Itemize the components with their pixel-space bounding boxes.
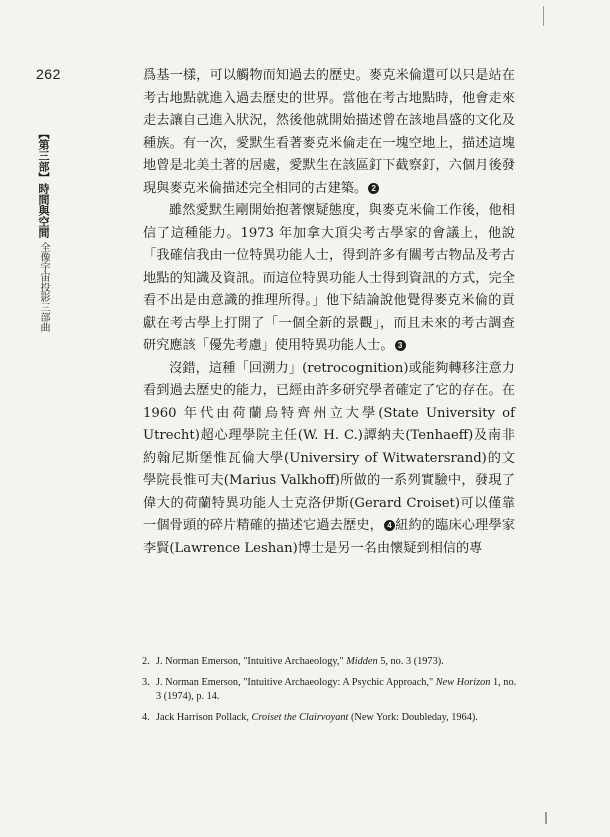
endnote-marker-4: 4	[384, 520, 395, 531]
footnote-number: 3.	[142, 676, 150, 688]
footnote-title: New Horizon	[435, 676, 491, 688]
footnotes	[142, 655, 520, 731]
paragraph-3	[143, 358, 515, 561]
footnote-4	[142, 711, 520, 726]
paragraph-1	[143, 65, 515, 200]
body-text	[143, 65, 515, 560]
endnote-marker-3: 3	[395, 340, 406, 351]
paragraph-text: 沒錯，這種「回溯力」(retrocognition)或能夠轉移注意力看到過去歷史的能力，已經由許多研究學者確定了它的存在。在 1960 年代由荷蘭烏特齊州立大學(State University of Utrecht)超心理學院主任(W. H. C.)譚納夫(Tenhaeff)及南非約翰尼斯堡惟瓦倫大學(Universiry of Witwatersrand)的文學院長惟可夫(Marius Valkhoff)所做的一系列實驗中，發現了偉大的荷蘭特異功能人士克洛伊斯(Gerard Croiset)可以僅靠一個骨頭的碎片精確的描述它過去歷史，	[143, 360, 515, 533]
footnote-number: 2.	[142, 656, 150, 667]
paragraph-text-continued: 紐約的臨床心理學家李賢(Lawrence Leshan)博士是另一名由懷疑到相信的專	[143, 518, 515, 556]
footnote-text: (New York: Doubleday, 1964).	[348, 711, 478, 723]
footnote-text: 1, no. 3 (1974), p. 14.	[156, 676, 517, 702]
paragraph-text: 爲基一樣，可以觸物而知過去的歷史。麥克米倫還可以只是站在考古地點就進入過去歷史的世界。當他在考古地點時，他會走來走去讓自己進入狀況，然後他就開始描述曾在該地昌盛的文化及種族。有一次，愛默生看著麥克米倫走在一塊空地上，描述這塊地曾是北美土著的居處，愛默生在該區釘下截察釘，六個月後發現與麥克米倫描述完全相同的古建築。	[143, 68, 515, 196]
paragraph-text: 雖然愛默生剛開始抱著懷疑態度，與麥克米倫工作後，他相信了這種能力。1973 年加拿大頂尖考古學家的會議上，他說「我確信我由一位特異功能人士，得到許多有關考古物品及考古地點的知識及資訊。而這位特異功能人士得到資訊的方式，完全看不出是由意識的推理所得。」他下結論說他覺得麥克米倫的貢獻在考古學上打開了「一個全新的景觀」，而且未來的考古調查研究應該「優先考慮」使用特異功能人士。	[143, 203, 515, 353]
scan-artifact-bottom	[545, 812, 547, 824]
paragraph-2	[143, 200, 515, 358]
running-head-series: 全像宇宙投影三部曲	[38, 242, 49, 332]
footnote-text: Jack Harrison Pollack,	[156, 711, 252, 723]
running-head	[36, 128, 50, 332]
footnote-text: J. Norman Emerson, "Intuitive Archaeology: A Psychic Approach,"	[156, 676, 436, 688]
running-head-part: 【第三部】時間與空間	[37, 128, 50, 238]
footnote-3	[142, 676, 520, 705]
footnote-2	[142, 655, 520, 670]
footnote-number: 4.	[142, 711, 150, 723]
scan-artifact-top	[543, 6, 544, 26]
footnote-title: Midden	[346, 656, 378, 667]
footnote-title: Croiset the Clairvoyant	[251, 711, 349, 723]
footnote-text: J. Norman Emerson, "Intuitive Archaeology,"	[156, 656, 347, 667]
page-number: 262	[36, 66, 61, 82]
footnote-text: 5, no. 3 (1973).	[377, 656, 444, 667]
endnote-marker-2: 2	[368, 183, 379, 194]
